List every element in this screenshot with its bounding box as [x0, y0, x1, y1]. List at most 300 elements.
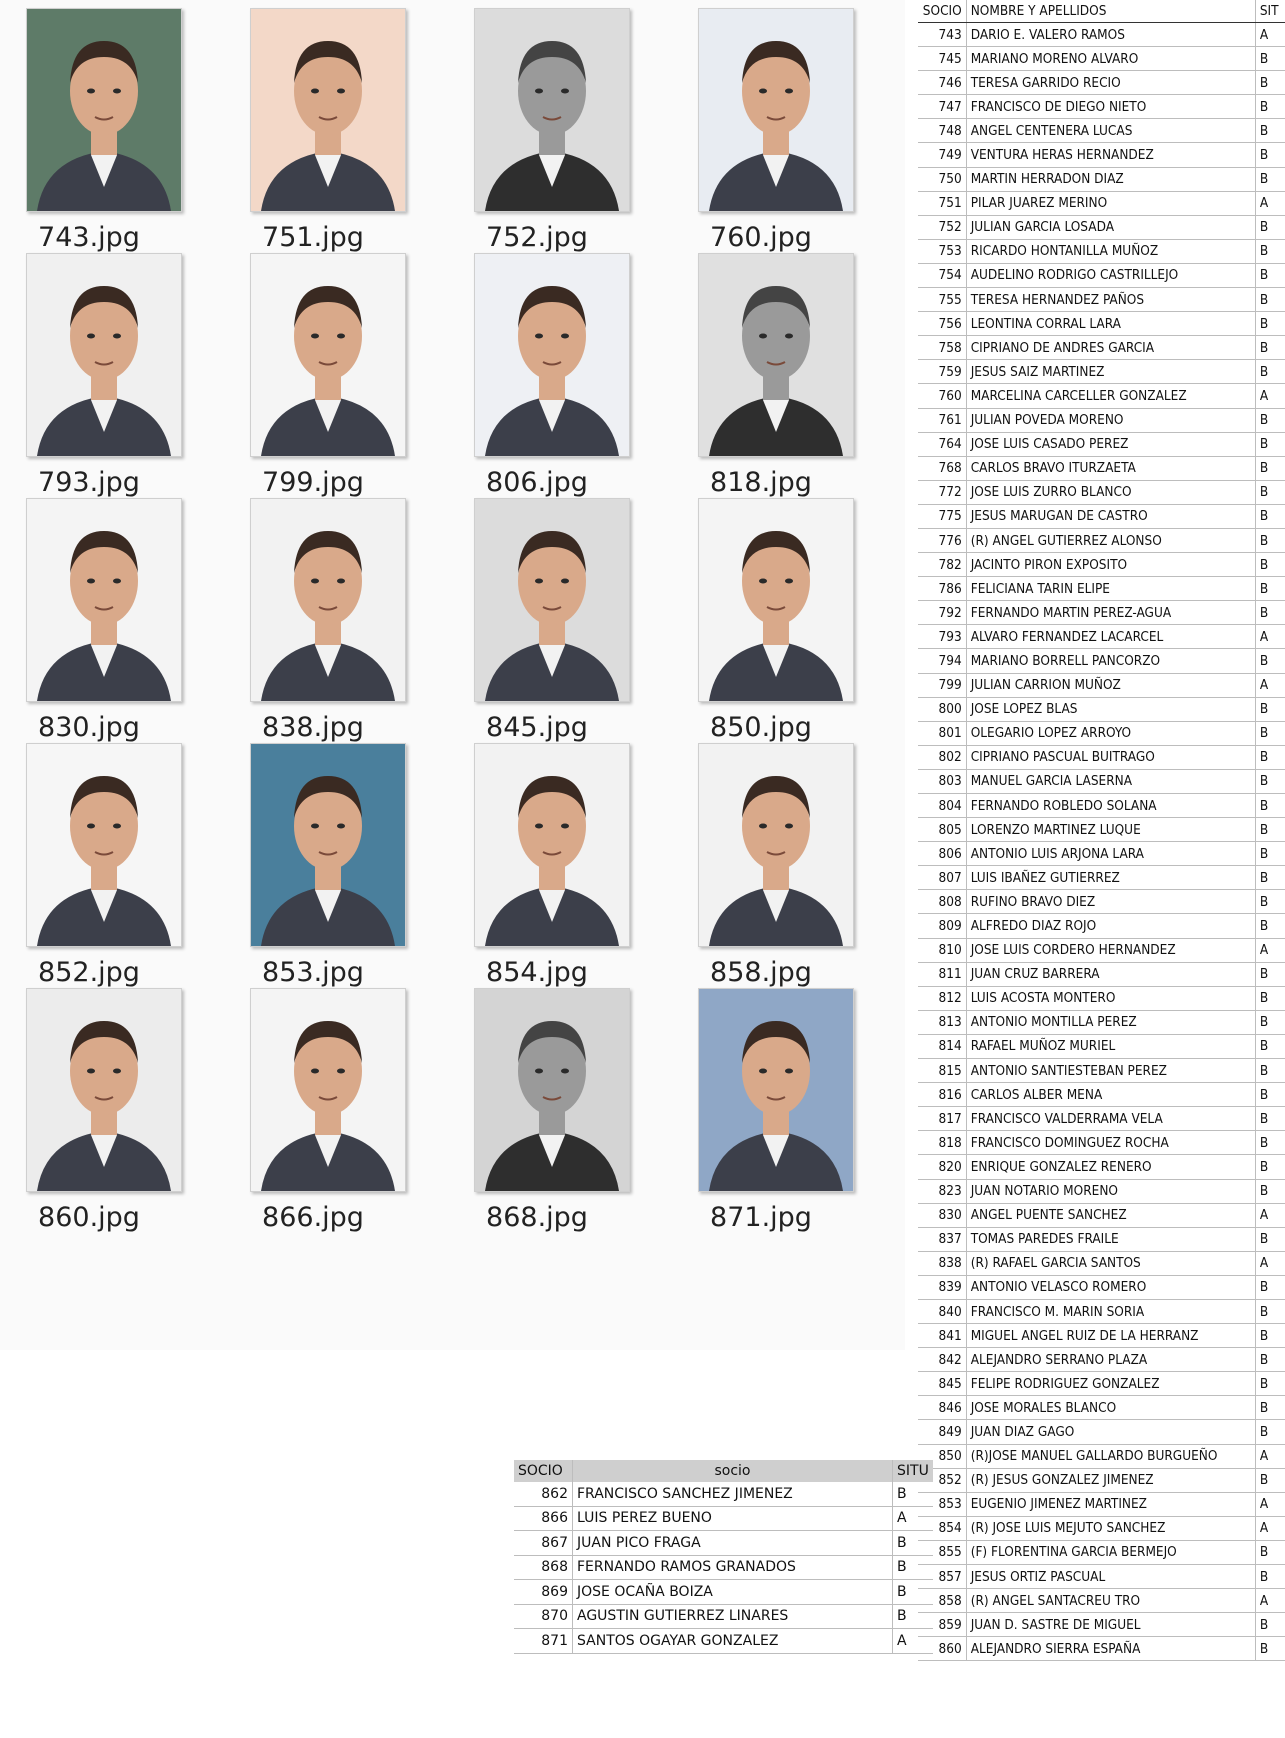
photo-filename: 866.jpg	[262, 1202, 364, 1233]
member-status: B	[1255, 263, 1285, 287]
photo-item[interactable]	[4, 245, 230, 515]
member-status: B	[1255, 553, 1285, 577]
photo-item[interactable]	[4, 0, 230, 270]
member-number: 816	[918, 1083, 966, 1107]
member-number: 754	[918, 263, 966, 287]
table-row	[918, 1565, 1285, 1589]
member-name: MARCELINA CARCELLER GONZALEZ	[966, 384, 1255, 408]
member-status: A	[1255, 384, 1285, 408]
table-row	[514, 1531, 933, 1556]
member-status: A	[1255, 625, 1285, 649]
table-row	[918, 1324, 1285, 1348]
photo-item[interactable]	[4, 735, 230, 1005]
portrait-photo	[474, 743, 630, 947]
member-status: B	[1255, 1010, 1285, 1034]
member-name: JUAN CRUZ BARRERA	[966, 962, 1255, 986]
table-row	[918, 95, 1285, 119]
photo-item[interactable]	[676, 490, 902, 760]
portrait-photo	[250, 988, 406, 1192]
member-number: 846	[918, 1396, 966, 1420]
member-status: B	[1255, 71, 1285, 95]
member-number: 793	[918, 625, 966, 649]
member-name: SANTOS OGAYAR GONZALEZ	[573, 1629, 893, 1654]
table-row	[918, 1348, 1285, 1372]
member-status: B	[1255, 1420, 1285, 1444]
member-number: 806	[918, 842, 966, 866]
member-status: B	[1255, 1637, 1285, 1661]
member-name: JUAN DIAZ GAGO	[966, 1420, 1255, 1444]
member-status: B	[1255, 769, 1285, 793]
table-row	[918, 47, 1285, 71]
member-number: 852	[918, 1468, 966, 1492]
photo-filename: 868.jpg	[486, 1202, 588, 1233]
table-row	[918, 1275, 1285, 1299]
member-number: 870	[514, 1604, 573, 1629]
photo-filename: 854.jpg	[486, 957, 588, 988]
member-number: 759	[918, 360, 966, 384]
portrait-photo	[250, 498, 406, 702]
member-name: ANTONIO LUIS ARJONA LARA	[966, 842, 1255, 866]
member-status: B	[1255, 336, 1285, 360]
member-name: FRANCISCO M. MARIN SORIA	[966, 1299, 1255, 1323]
member-name: LORENZO MARTINEZ LUQUE	[966, 818, 1255, 842]
member-number: 764	[918, 432, 966, 456]
member-status: B	[1255, 1107, 1285, 1131]
member-name: LEONTINA CORRAL LARA	[966, 312, 1255, 336]
table-row	[918, 721, 1285, 745]
member-name: MANUEL GARCIA LASERNA	[966, 769, 1255, 793]
member-name: ENRIQUE GONZALEZ RENERO	[966, 1155, 1255, 1179]
photo-filename: 850.jpg	[710, 712, 812, 743]
member-status: B	[1255, 1155, 1285, 1179]
member-name: FRANCISCO DOMINGUEZ ROCHA	[966, 1131, 1255, 1155]
member-status: B	[1255, 1396, 1285, 1420]
member-number: 815	[918, 1059, 966, 1083]
table-row	[918, 215, 1285, 239]
table-header-row	[514, 1460, 933, 1482]
member-number: 812	[918, 986, 966, 1010]
table-row	[918, 432, 1285, 456]
member-number: 800	[918, 697, 966, 721]
table-row	[918, 1227, 1285, 1251]
photo-filename: 799.jpg	[262, 467, 364, 498]
photo-filename: 845.jpg	[486, 712, 588, 743]
member-number: 775	[918, 504, 966, 528]
member-status: B	[1255, 794, 1285, 818]
member-number: 855	[918, 1540, 966, 1564]
photo-filename: 760.jpg	[710, 222, 812, 253]
table-row	[918, 601, 1285, 625]
member-status: B	[1255, 239, 1285, 263]
photo-item[interactable]	[4, 490, 230, 760]
photo-filename: 752.jpg	[486, 222, 588, 253]
member-name: JACINTO PIRON EXPOSITO	[966, 553, 1255, 577]
column-header-situ: SIT	[1255, 0, 1285, 23]
photo-item[interactable]	[676, 735, 902, 1005]
member-status: B	[1255, 456, 1285, 480]
member-status: B	[1255, 1179, 1285, 1203]
table-row	[918, 1010, 1285, 1034]
member-status: B	[1255, 721, 1285, 745]
member-name: FELIPE RODRIGUEZ GONZALEZ	[966, 1372, 1255, 1396]
photo-filename: 858.jpg	[710, 957, 812, 988]
member-name: (R) ANGEL GUTIERREZ ALONSO	[966, 528, 1255, 552]
portrait-photo	[26, 498, 182, 702]
photo-item[interactable]	[452, 490, 678, 760]
member-name: ANTONIO MONTILLA PEREZ	[966, 1010, 1255, 1034]
member-name: FELICIANA TARIN ELIPE	[966, 577, 1255, 601]
table-row	[918, 1492, 1285, 1516]
member-status: B	[1255, 504, 1285, 528]
column-header-socio: SOCIO	[918, 0, 966, 23]
member-number: 818	[918, 1131, 966, 1155]
member-number: 842	[918, 1348, 966, 1372]
member-name: OLEGARIO LOPEZ ARROYO	[966, 721, 1255, 745]
member-status: B	[1255, 143, 1285, 167]
member-status: B	[1255, 818, 1285, 842]
table-row	[918, 1468, 1285, 1492]
member-status: B	[1255, 312, 1285, 336]
member-status: B	[1255, 1372, 1285, 1396]
member-number: 768	[918, 456, 966, 480]
member-status: B	[1255, 1348, 1285, 1372]
member-number: 853	[918, 1492, 966, 1516]
member-status: B	[1255, 1540, 1285, 1564]
member-name: (F) FLORENTINA GARCIA BERMEJO	[966, 1540, 1255, 1564]
member-status: B	[1255, 1468, 1285, 1492]
member-number: 755	[918, 288, 966, 312]
member-name: EUGENIO JIMENEZ MARTINEZ	[966, 1492, 1255, 1516]
member-number: 803	[918, 769, 966, 793]
member-number: 761	[918, 408, 966, 432]
table-row	[918, 1372, 1285, 1396]
table-row	[918, 649, 1285, 673]
portrait-photo	[698, 498, 854, 702]
member-name: CARLOS ALBER MENA	[966, 1083, 1255, 1107]
table-row	[918, 1396, 1285, 1420]
member-number: 753	[918, 239, 966, 263]
member-number: 747	[918, 95, 966, 119]
member-name: JESUS SAIZ MARTINEZ	[966, 360, 1255, 384]
table-row	[918, 1589, 1285, 1613]
member-name: CIPRIANO DE ANDRES GARCIA	[966, 336, 1255, 360]
table-row	[918, 239, 1285, 263]
table-row	[918, 1516, 1285, 1540]
member-number: 810	[918, 938, 966, 962]
member-number: 799	[918, 673, 966, 697]
member-status: B	[1255, 842, 1285, 866]
table-row	[918, 23, 1285, 47]
table-row	[918, 1107, 1285, 1131]
member-status: B	[1255, 1034, 1285, 1058]
photo-item[interactable]	[228, 980, 454, 1250]
member-status: A	[1255, 191, 1285, 215]
member-status: A	[1255, 1492, 1285, 1516]
portrait-photo	[250, 743, 406, 947]
member-status: A	[1255, 1203, 1285, 1227]
member-number: 794	[918, 649, 966, 673]
member-number: 850	[918, 1444, 966, 1468]
member-status: A	[893, 1506, 933, 1531]
member-status: B	[1255, 1227, 1285, 1251]
member-number: 866	[514, 1506, 573, 1531]
table-row	[918, 673, 1285, 697]
secondary-member-table	[514, 1460, 933, 1654]
member-status: A	[1255, 1444, 1285, 1468]
table-row	[918, 842, 1285, 866]
photo-item[interactable]	[4, 980, 230, 1250]
table-row	[918, 697, 1285, 721]
member-number: 857	[918, 1565, 966, 1589]
table-row	[918, 143, 1285, 167]
member-name: MARIANO MORENO ALVARO	[966, 47, 1255, 71]
member-name: ANTONIO SANTIESTEBAN PEREZ	[966, 1059, 1255, 1083]
member-number: 807	[918, 866, 966, 890]
member-name: JESUS ORTIZ PASCUAL	[966, 1565, 1255, 1589]
member-name: JUAN D. SASTRE DE MIGUEL	[966, 1613, 1255, 1637]
member-status: B	[1255, 601, 1285, 625]
member-number: 782	[918, 553, 966, 577]
table-row	[918, 938, 1285, 962]
photo-filename: 743.jpg	[38, 222, 140, 253]
table-row	[918, 408, 1285, 432]
photo-filename: 838.jpg	[262, 712, 364, 743]
table-row	[918, 384, 1285, 408]
photo-filename: 852.jpg	[38, 957, 140, 988]
member-number: 786	[918, 577, 966, 601]
member-name: (R) JESUS GONZALEZ JIMENEZ	[966, 1468, 1255, 1492]
photo-item[interactable]	[452, 735, 678, 1005]
member-name: TERESA GARRIDO RECIO	[966, 71, 1255, 95]
portrait-photo	[698, 743, 854, 947]
member-number: 871	[514, 1629, 573, 1654]
table-row	[918, 962, 1285, 986]
member-status: B	[1255, 697, 1285, 721]
portrait-photo	[698, 8, 854, 212]
member-name: (R)JOSE MANUEL GALLARDO BURGUEÑO	[966, 1444, 1255, 1468]
member-status: B	[1255, 649, 1285, 673]
member-name: FRANCISCO SANCHEZ JIMENEZ	[573, 1482, 893, 1506]
member-name: MARTIN HERRADON DIAZ	[966, 167, 1255, 191]
photo-item[interactable]	[228, 245, 454, 515]
member-name: CARLOS BRAVO ITURZAETA	[966, 456, 1255, 480]
table-row	[918, 288, 1285, 312]
member-status: B	[1255, 119, 1285, 143]
member-number: 751	[918, 191, 966, 215]
member-status: A	[1255, 938, 1285, 962]
member-name: JOSE MORALES BLANCO	[966, 1396, 1255, 1420]
table-row	[918, 191, 1285, 215]
member-status: B	[1255, 890, 1285, 914]
member-number: 805	[918, 818, 966, 842]
member-number: 792	[918, 601, 966, 625]
member-number: 837	[918, 1227, 966, 1251]
portrait-photo	[26, 988, 182, 1192]
table-row	[918, 1155, 1285, 1179]
member-name: ANGEL PUENTE SANCHEZ	[966, 1203, 1255, 1227]
photo-item[interactable]	[676, 245, 902, 515]
member-name: ANGEL CENTENERA LUCAS	[966, 119, 1255, 143]
member-name: JOSE OCAÑA BOIZA	[573, 1580, 893, 1605]
member-number: 756	[918, 312, 966, 336]
table-row	[514, 1604, 933, 1629]
member-number: 817	[918, 1107, 966, 1131]
member-status: B	[1255, 1059, 1285, 1083]
table-row	[918, 890, 1285, 914]
member-status: B	[1255, 432, 1285, 456]
member-table-body	[918, 23, 1285, 1661]
member-number: 743	[918, 23, 966, 47]
table-row	[918, 1034, 1285, 1058]
member-status: B	[1255, 1275, 1285, 1299]
portrait-photo	[698, 253, 854, 457]
member-status: A	[1255, 1516, 1285, 1540]
photo-item[interactable]	[452, 980, 678, 1250]
member-status: B	[1255, 1131, 1285, 1155]
member-number: 830	[918, 1203, 966, 1227]
member-status: A	[1255, 23, 1285, 47]
member-name: FERNANDO ROBLEDO SOLANA	[966, 794, 1255, 818]
table-row	[514, 1580, 933, 1605]
table-row	[918, 1540, 1285, 1564]
member-name: JULIAN CARRION MUÑOZ	[966, 673, 1255, 697]
column-header-socio: SOCIO	[514, 1460, 573, 1482]
member-name: FRANCISCO DE DIEGO NIETO	[966, 95, 1255, 119]
member-number: 868	[514, 1555, 573, 1580]
member-number: 813	[918, 1010, 966, 1034]
table-header-row	[918, 0, 1285, 23]
member-status: B	[893, 1604, 933, 1629]
member-number: 772	[918, 480, 966, 504]
member-name: DARIO E. VALERO RAMOS	[966, 23, 1255, 47]
table-row	[514, 1482, 933, 1506]
table-row	[918, 456, 1285, 480]
member-name: JULIAN POVEDA MORENO	[966, 408, 1255, 432]
portrait-photo	[26, 743, 182, 947]
photo-item[interactable]	[452, 0, 678, 270]
member-number: 749	[918, 143, 966, 167]
table-row	[918, 119, 1285, 143]
member-status: A	[893, 1629, 933, 1654]
photo-item[interactable]	[452, 245, 678, 515]
member-status: B	[1255, 962, 1285, 986]
member-number: 760	[918, 384, 966, 408]
photo-item[interactable]	[228, 0, 454, 270]
table-row	[918, 794, 1285, 818]
member-name: TERESA HERNANDEZ PAÑOS	[966, 288, 1255, 312]
member-name: ALFREDO DIAZ ROJO	[966, 914, 1255, 938]
table-row	[918, 1059, 1285, 1083]
member-name: RAFAEL MUÑOZ MURIEL	[966, 1034, 1255, 1058]
member-status: B	[1255, 480, 1285, 504]
member-name: JOSE LUIS ZURRO BLANCO	[966, 480, 1255, 504]
member-name: FRANCISCO VALDERRAMA VELA	[966, 1107, 1255, 1131]
table-row	[918, 1083, 1285, 1107]
member-name: MIGUEL ANGEL RUIZ DE LA HERRANZ	[966, 1324, 1255, 1348]
member-name: JUAN NOTARIO MORENO	[966, 1179, 1255, 1203]
member-name: LUIS ACOSTA MONTERO	[966, 986, 1255, 1010]
member-table	[918, 0, 1285, 1660]
member-number: 869	[514, 1580, 573, 1605]
member-name: AUDELINO RODRIGO CASTRILLEJO	[966, 263, 1255, 287]
member-number: 838	[918, 1251, 966, 1275]
member-status: B	[1255, 1299, 1285, 1323]
member-status: A	[1255, 1251, 1285, 1275]
table-row	[918, 1420, 1285, 1444]
member-status: B	[1255, 360, 1285, 384]
member-status: B	[1255, 288, 1285, 312]
table-row	[918, 1637, 1285, 1661]
column-header-situ: SITU	[893, 1460, 933, 1482]
table-row	[918, 360, 1285, 384]
member-status: B	[1255, 577, 1285, 601]
photo-filename: 871.jpg	[710, 1202, 812, 1233]
table-row	[514, 1555, 933, 1580]
member-status: B	[1255, 866, 1285, 890]
table-row	[918, 312, 1285, 336]
member-name: VENTURA HERAS HERNANDEZ	[966, 143, 1255, 167]
table-row	[918, 745, 1285, 769]
member-name: (R) JOSE LUIS MEJUTO SANCHEZ	[966, 1516, 1255, 1540]
member-status: B	[1255, 528, 1285, 552]
portrait-photo	[250, 253, 406, 457]
table-row	[918, 1251, 1285, 1275]
member-number: 808	[918, 890, 966, 914]
secondary-table-body	[514, 1482, 933, 1653]
member-name: PILAR JUAREZ MERINO	[966, 191, 1255, 215]
table-row	[918, 914, 1285, 938]
portrait-photo	[250, 8, 406, 212]
photo-item[interactable]	[676, 0, 902, 270]
portrait-photo	[698, 988, 854, 1192]
member-name: FERNANDO MARTIN PEREZ-AGUA	[966, 601, 1255, 625]
photo-item[interactable]	[228, 735, 454, 1005]
portrait-photo	[474, 253, 630, 457]
table-row	[918, 1444, 1285, 1468]
member-status: B	[1255, 408, 1285, 432]
member-name: ALEJANDRO SERRANO PLAZA	[966, 1348, 1255, 1372]
member-name: AGUSTIN GUTIERREZ LINARES	[573, 1604, 893, 1629]
table-row	[918, 553, 1285, 577]
photo-filename: 751.jpg	[262, 222, 364, 253]
photo-filename: 793.jpg	[38, 467, 140, 498]
member-status: B	[893, 1482, 933, 1506]
member-name: RUFINO BRAVO DIEZ	[966, 890, 1255, 914]
member-name: (R) ANGEL SANTACREU TRO	[966, 1589, 1255, 1613]
table-row	[918, 769, 1285, 793]
photo-item[interactable]	[228, 490, 454, 760]
column-header-name: NOMBRE Y APELLIDOS	[966, 0, 1255, 23]
member-number: 804	[918, 794, 966, 818]
member-number: 845	[918, 1372, 966, 1396]
member-number: 858	[918, 1589, 966, 1613]
member-number: 746	[918, 71, 966, 95]
photo-filename: 818.jpg	[710, 467, 812, 498]
photo-item[interactable]	[676, 980, 902, 1250]
member-status: A	[1255, 673, 1285, 697]
table-row	[918, 528, 1285, 552]
member-status: B	[1255, 1083, 1285, 1107]
member-name: LUIS IBAÑEZ GUTIERREZ	[966, 866, 1255, 890]
column-header-name: socio	[573, 1460, 893, 1482]
table-row	[918, 480, 1285, 504]
portrait-photo	[474, 988, 630, 1192]
member-status: B	[893, 1555, 933, 1580]
member-name: LUIS PEREZ BUENO	[573, 1506, 893, 1531]
table-row	[918, 866, 1285, 890]
member-name: CIPRIANO PASCUAL BUITRAGO	[966, 745, 1255, 769]
member-number: 841	[918, 1324, 966, 1348]
